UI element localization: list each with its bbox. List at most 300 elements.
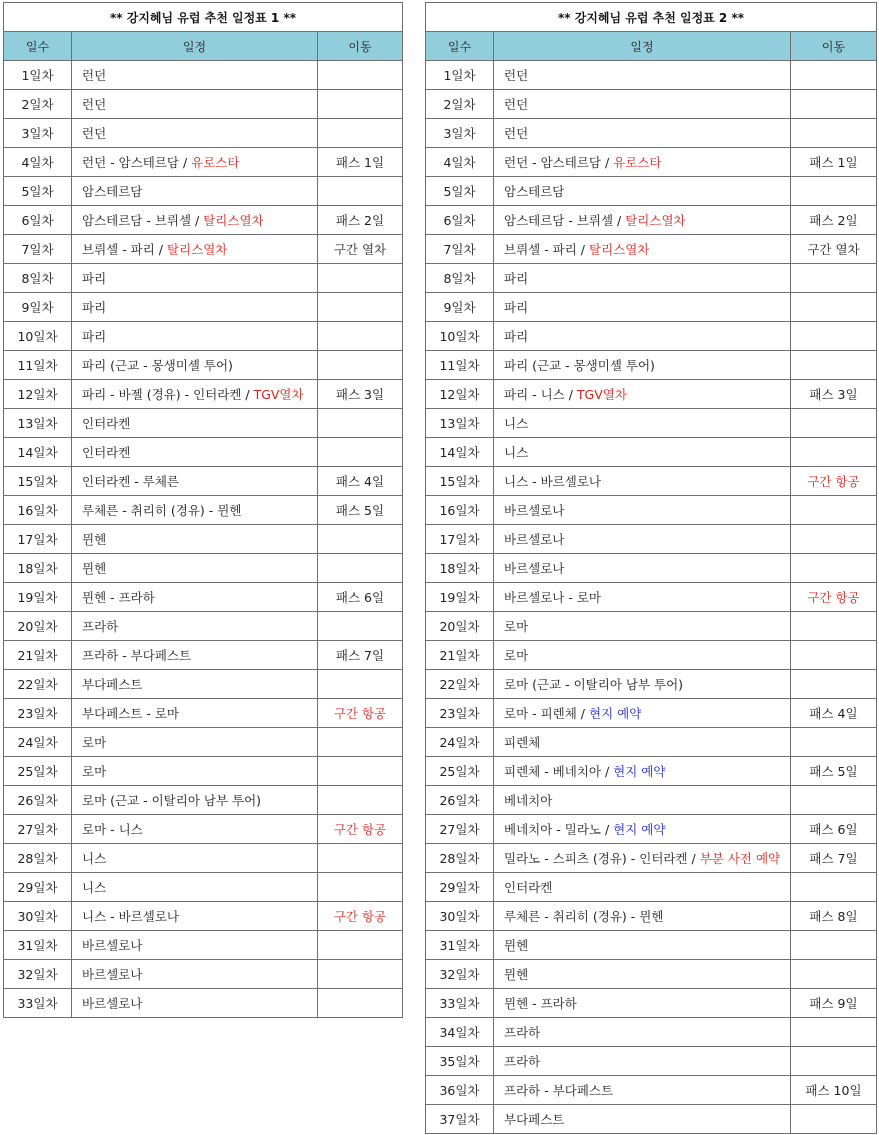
day-cell: 33일차 [4,989,72,1018]
table-row [426,380,877,409]
day-cell: 4일차 [4,148,72,177]
plan-text: 파리 (근교 - 몽생미셸 투어) [504,358,655,373]
table-row [4,235,403,264]
day-cell: 3일차 [426,119,494,148]
plan-text: 파리 [504,271,529,286]
table-row [426,351,877,380]
plan-text: 루체른 - 취리히 (경유) - 뮌헨 [504,909,664,924]
transport-note: 현지 예약 [589,706,642,721]
move-cell [791,1105,877,1134]
table-title: ** 강지혜님 유럽 추천 일정표 1 ** [4,3,403,32]
schedule-table-1 [3,2,403,1018]
move-cell [318,786,403,815]
table-row [426,699,877,728]
plan-cell [72,351,318,380]
plan-cell [494,815,791,844]
move-cell [318,438,403,467]
day-cell: 8일차 [4,264,72,293]
day-cell: 14일차 [426,438,494,467]
table-row [426,1047,877,1076]
plan-text: 피렌체 [504,735,541,750]
day-cell: 13일차 [4,409,72,438]
plan-cell [494,438,791,467]
table-row [426,670,877,699]
plan-cell [494,467,791,496]
table-row [426,873,877,902]
day-cell: 7일차 [426,235,494,264]
day-cell: 33일차 [426,989,494,1018]
day-cell: 24일차 [4,728,72,757]
table-row [426,322,877,351]
day-cell: 34일차 [426,1018,494,1047]
move-cell [791,409,877,438]
plan-text: 로마 - 니스 [82,822,143,837]
move-cell: 패스 3일 [791,380,877,409]
move-cell [791,612,877,641]
plan-cell [72,235,318,264]
plan-text: 인터라켄 [82,445,131,460]
plan-text: 파리 (근교 - 몽생미셸 투어) [82,358,233,373]
table-row [4,467,403,496]
plan-text: 암스테르담 - 브뤼셀 / [504,213,626,228]
plan-cell [494,380,791,409]
plan-text: 파리 [504,329,529,344]
table-row [426,902,877,931]
plan-cell [72,467,318,496]
plan-cell [494,583,791,612]
table-row [426,467,877,496]
move-cell: 패스 7일 [791,844,877,873]
plan-text: 부다페스트 - 로마 [82,706,179,721]
day-cell: 11일차 [426,351,494,380]
plan-cell [494,786,791,815]
move-cell: 패스 5일 [318,496,403,525]
plan-cell [72,90,318,119]
plan-cell [494,235,791,264]
move-cell [318,351,403,380]
move-cell [318,612,403,641]
plan-cell [494,1076,791,1105]
plan-cell [494,148,791,177]
table-row [4,177,403,206]
column-header-day: 일수 [426,32,494,61]
plan-text: 파리 - 바젤 (경유) - 인터라켄 / [82,387,254,402]
plan-cell [72,525,318,554]
day-cell: 18일차 [426,554,494,583]
day-cell: 16일차 [4,496,72,525]
move-cell: 패스 6일 [318,583,403,612]
plan-text: 런던 - 암스테르담 / [504,155,614,170]
plan-cell [494,699,791,728]
plan-text: 부다페스트 [82,677,143,692]
plan-cell [72,61,318,90]
transport-note: 탈리스열차 [589,242,650,257]
plan-text: 파리 [82,300,107,315]
plan-text: 인터라켄 - 루체른 [82,474,179,489]
plan-text: 런던 - 암스테르담 / [82,155,192,170]
plan-cell [494,293,791,322]
table-row [426,148,877,177]
table-row [4,728,403,757]
table-row [4,148,403,177]
table-row [4,699,403,728]
plan-cell [494,177,791,206]
move-cell [318,293,403,322]
plan-cell [72,757,318,786]
move-cell [318,728,403,757]
plan-cell [494,525,791,554]
column-header-move: 이동 [791,32,877,61]
day-cell: 26일차 [426,786,494,815]
schedule-body [4,61,403,1018]
move-cell [791,525,877,554]
move-cell [318,989,403,1018]
table-row [426,409,877,438]
plan-text: 브뤼셀 - 파리 / [82,242,167,257]
plan-text: 바르셀로나 [82,938,143,953]
plan-cell [72,699,318,728]
table-row [4,641,403,670]
table-row [4,438,403,467]
move-cell [791,496,877,525]
table-row [426,119,877,148]
plan-text: 니스 [82,851,107,866]
move-cell: 패스 2일 [791,206,877,235]
day-cell: 12일차 [426,380,494,409]
plan-cell [72,728,318,757]
day-cell: 23일차 [4,699,72,728]
plan-cell [72,380,318,409]
plan-cell [494,351,791,380]
plan-cell [72,264,318,293]
day-cell: 15일차 [4,467,72,496]
day-cell: 1일차 [4,61,72,90]
table-row [4,322,403,351]
plan-text: 로마 [82,735,107,750]
move-cell [791,873,877,902]
move-cell [791,728,877,757]
plan-cell [72,931,318,960]
table-row [4,873,403,902]
plan-cell [494,960,791,989]
plan-cell [72,815,318,844]
plan-cell [494,1018,791,1047]
move-cell: 구간 항공 [791,467,877,496]
plan-cell [72,612,318,641]
move-cell [791,293,877,322]
plan-cell [72,206,318,235]
plan-cell [72,554,318,583]
table-row [426,786,877,815]
plan-text: 뮌헨 - 프라하 [82,590,155,605]
transport-note: 현지 예약 [613,764,666,779]
move-cell [791,264,877,293]
table-row [4,612,403,641]
plan-cell [494,1105,791,1134]
day-cell: 37일차 [426,1105,494,1134]
plan-cell [494,264,791,293]
day-cell: 21일차 [426,641,494,670]
plan-text: 니스 [82,880,107,895]
table-row [426,264,877,293]
table-row [4,844,403,873]
column-header-day: 일수 [4,32,72,61]
plan-text: 런던 [82,97,107,112]
move-cell: 패스 2일 [318,206,403,235]
plan-text: 부다페스트 [504,1112,565,1127]
move-cell [318,90,403,119]
plan-text: 인터라켄 [82,416,131,431]
plan-cell [72,409,318,438]
plan-text: 뮌헨 [82,561,107,576]
transport-note: 탈리스열차 [625,213,686,228]
day-cell: 20일차 [426,612,494,641]
plan-text: 바르셀로나 [504,532,565,547]
table-row [4,815,403,844]
plan-text: 런던 [504,126,529,141]
move-cell [791,90,877,119]
table-row [426,757,877,786]
day-cell: 27일차 [4,815,72,844]
day-cell: 2일차 [4,90,72,119]
day-cell: 35일차 [426,1047,494,1076]
move-cell: 패스 8일 [791,902,877,931]
plan-text: 니스 [504,416,529,431]
transport-note: 탈리스열차 [167,242,228,257]
plan-text: 프라하 [504,1025,541,1040]
plan-cell [494,206,791,235]
table-row [426,206,877,235]
day-cell: 17일차 [4,525,72,554]
plan-text: 바르셀로나 [504,503,565,518]
table-row [426,177,877,206]
table-row [426,815,877,844]
move-cell [791,61,877,90]
plan-text: 로마 [82,764,107,779]
table-row [426,1076,877,1105]
plan-text: 프라하 [504,1054,541,1069]
plan-text: 암스테르담 - 브뤼셀 / [82,213,204,228]
plan-cell [72,293,318,322]
day-cell: 3일차 [4,119,72,148]
day-cell: 10일차 [4,322,72,351]
move-cell: 패스 9일 [791,989,877,1018]
day-cell: 1일차 [426,61,494,90]
table-row [4,206,403,235]
day-cell: 26일차 [4,786,72,815]
plan-text: 뮌헨 [82,532,107,547]
plan-cell [494,1047,791,1076]
move-cell [318,844,403,873]
move-cell [318,554,403,583]
move-cell [791,438,877,467]
table-title: ** 강지혜님 유럽 추천 일정표 2 ** [426,3,877,32]
move-cell [318,873,403,902]
plan-text: 프라하 - 부다페스트 [82,648,192,663]
plan-cell [494,409,791,438]
transport-note: 탈리스열차 [203,213,264,228]
day-cell: 23일차 [426,699,494,728]
day-cell: 7일차 [4,235,72,264]
day-cell: 14일차 [4,438,72,467]
move-cell [318,670,403,699]
plan-text: 니스 - 바르셀로나 [82,909,179,924]
plan-cell [494,61,791,90]
transport-note: 부분 사전 예약 [699,851,781,866]
day-cell: 13일차 [426,409,494,438]
plan-cell [72,960,318,989]
plan-cell [72,989,318,1018]
table-row [4,931,403,960]
table-row [426,1105,877,1134]
day-cell: 17일차 [426,525,494,554]
table-row [4,496,403,525]
table-row [426,844,877,873]
day-cell: 5일차 [4,177,72,206]
table-row [4,786,403,815]
table-row [4,380,403,409]
move-cell: 구간 항공 [791,583,877,612]
schedule-table-2 [425,2,877,1134]
table-row [4,293,403,322]
plan-cell [494,844,791,873]
day-cell: 19일차 [4,583,72,612]
day-cell: 29일차 [4,873,72,902]
plan-text: 로마 - 피렌체 / [504,706,589,721]
move-cell [791,177,877,206]
move-cell [318,409,403,438]
move-cell [791,1018,877,1047]
plan-cell [494,757,791,786]
move-cell [791,1047,877,1076]
table-row [4,670,403,699]
day-cell: 10일차 [426,322,494,351]
move-cell: 구간 항공 [318,815,403,844]
table-row [4,264,403,293]
plan-text: 루체른 - 취리히 (경유) - 뮌헨 [82,503,242,518]
transport-note: 유로스타 [191,155,240,170]
plan-text: 런던 [82,68,107,83]
table-row [426,728,877,757]
table-row [426,525,877,554]
plan-text: 파리 [504,300,529,315]
move-cell [791,554,877,583]
table-row [4,583,403,612]
move-cell: 구간 항공 [318,902,403,931]
move-cell [318,264,403,293]
move-cell: 패스 6일 [791,815,877,844]
move-cell: 패스 10일 [791,1076,877,1105]
day-cell: 20일차 [4,612,72,641]
plan-cell [494,90,791,119]
day-cell: 30일차 [426,902,494,931]
plan-text: 피렌체 - 베네치아 / [504,764,614,779]
day-cell: 8일차 [426,264,494,293]
plan-text: 로마 (근교 - 이탈리아 남부 투어) [82,793,262,808]
plan-cell [72,148,318,177]
plan-text: 바르셀로나 [504,561,565,576]
table-row [4,902,403,931]
day-cell: 25일차 [4,757,72,786]
plan-text: 브뤼셀 - 파리 / [504,242,589,257]
day-cell: 24일차 [426,728,494,757]
plan-cell [72,322,318,351]
table-row [426,90,877,119]
day-cell: 6일차 [426,206,494,235]
plan-cell [72,873,318,902]
move-cell: 패스 1일 [791,148,877,177]
column-header-plan: 일정 [494,32,791,61]
plan-text: 니스 [504,445,529,460]
plan-cell [72,902,318,931]
table-row [426,496,877,525]
day-cell: 12일차 [4,380,72,409]
table-row [426,235,877,264]
move-cell [791,931,877,960]
move-cell [318,931,403,960]
table-row [4,554,403,583]
day-cell: 29일차 [426,873,494,902]
plan-text: 뮌헨 [504,967,529,982]
day-cell: 19일차 [426,583,494,612]
table-row [4,90,403,119]
move-cell [318,525,403,554]
plan-cell [72,438,318,467]
move-cell [791,960,877,989]
column-header-move: 이동 [318,32,403,61]
day-cell: 6일차 [4,206,72,235]
table-row [4,61,403,90]
move-cell: 패스 1일 [318,148,403,177]
plan-text: 암스테르담 [82,184,143,199]
plan-text: 바르셀로나 - 로마 [504,590,601,605]
move-cell [318,322,403,351]
plan-text: 로마 [504,619,529,634]
plan-cell [72,119,318,148]
plan-cell [72,641,318,670]
move-cell: 구간 항공 [318,699,403,728]
day-cell: 16일차 [426,496,494,525]
table-row [426,583,877,612]
plan-cell [72,496,318,525]
move-cell [318,960,403,989]
plan-cell [494,554,791,583]
plan-text: 바르셀로나 [82,996,143,1011]
table-row [426,612,877,641]
move-cell: 구간 열차 [791,235,877,264]
plan-cell [494,641,791,670]
day-cell: 36일차 [426,1076,494,1105]
move-cell [791,641,877,670]
plan-text: 프라하 [82,619,119,634]
plan-text: 로마 (근교 - 이탈리아 남부 투어) [504,677,684,692]
table-row [426,960,877,989]
day-cell: 28일차 [4,844,72,873]
plan-text: 파리 [82,271,107,286]
table-row [4,409,403,438]
plan-cell [494,728,791,757]
plan-text: 바르셀로나 [82,967,143,982]
move-cell [791,351,877,380]
table-row [426,1018,877,1047]
plan-cell [494,496,791,525]
day-cell: 9일차 [426,293,494,322]
day-cell: 5일차 [426,177,494,206]
move-cell: 패스 3일 [318,380,403,409]
plan-text: 파리 - 니스 / [504,387,577,402]
column-header-plan: 일정 [72,32,318,61]
move-cell: 패스 5일 [791,757,877,786]
